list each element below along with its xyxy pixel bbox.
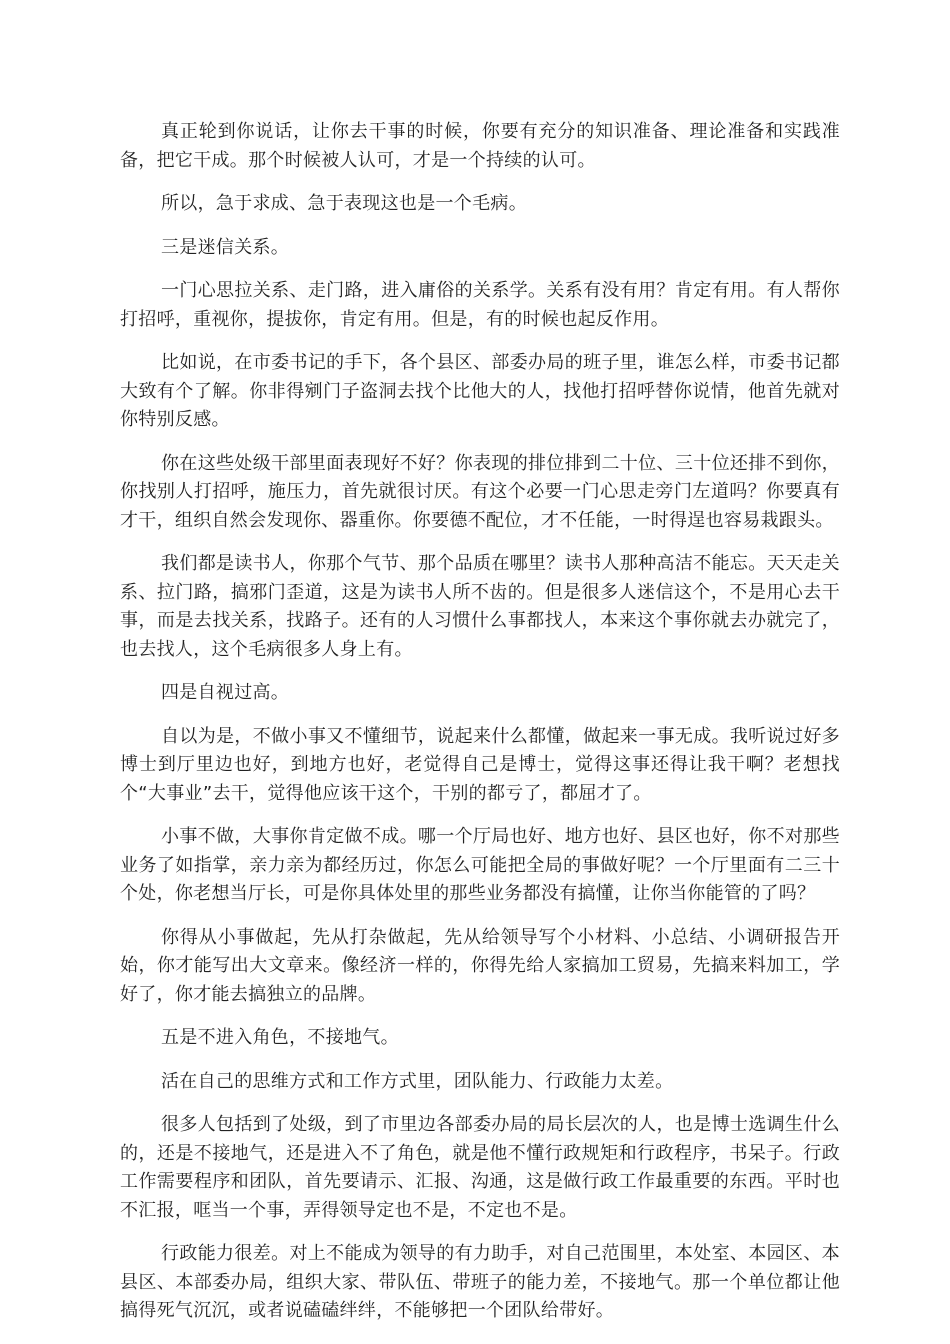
paragraph: 所以，急于求成、急于表现这也是一个毛病。 (161, 193, 527, 214)
paragraph: 比如说，在市委书记的手下，各个县区、部委办局的班子里，谁怎么样，市委书记都大致有个了解。你非得剜门子盗洞去找个比他大的人，找他打招呼替你说情，他首先就对你特别反感。 (120, 352, 840, 430)
paragraph: 很多人包括到了处级，到了市里边各部委办局的局长层次的人，也是博士选调生什么的，还是不接地气，还是进入不了角色，就是他不懂行政规矩和行政程序，书呆子。行政工作需要程序和团队，首先要请示、汇报、沟通，这是做行政工作最重要的东西。平时也不汇报，哐当一个事，弄得领导定也不是，不定也不是。 (120, 1114, 840, 1221)
paragraph: 行政能力很差。对上不能成为领导的有力助手，对自己范围里，本处室、本园区、本县区、本部委办局，组织大家、带队伍、带班子的能力差，不接地气。那一个单位都让他搞得死气沉沉，或者说磕磕绊绊，不能够把一个团队给带好。 (120, 1243, 840, 1321)
paragraph: 自以为是，不做小事又不懂细节，说起来什么都懂，做起来一事无成。我听说过好多博士到厅里边也好，到地方也好，老觉得自己是博士，觉得这事还得让我干啊？老想找个“大事业”去干，觉得他应该干这个，干别的都亏了，都屈才了。 (120, 725, 840, 804)
paragraph: 你在这些处级干部里面表现好不好？你表现的排位排到二十位、三十位还排不到你，你找别人打招呼，施压力，首先就很讨厌。有这个必要一门心思走旁门左道吗？你要真有才干，组织自然会发现你、器重你。你要德不配位，才不任能，一时得逞也容易栽跟头。 (120, 452, 840, 531)
paragraph: 活在自己的思维方式和工作方式里，团队能力、行政能力太差。 (161, 1070, 674, 1092)
section-heading: 五是不进入角色，不接地气。 (161, 1027, 399, 1048)
section-heading: 三是迷信关系。 (161, 236, 290, 258)
paragraph: 一门心思拉关系、走门路，进入庸俗的关系学。关系有没有用？肯定有用。有人帮你打招呼，重视你，提拔你，肯定有用。但是，有的时候也起反作用。 (120, 280, 840, 330)
paragraph: 真正轮到你说话，让你去干事的时候，你要有充分的知识准备、理论准备和实践准备，把它干成。那个时候被人认可，才是一个持续的认可。 (120, 121, 840, 171)
section-heading: 四是自视过高。 (161, 682, 290, 703)
paragraph: 你得从小事做起，先从打杂做起，先从给领导写个小材料、小总结、小调研报告开始，你才能写出大文章来。像经济一样的，你得先给人家搞加工贸易，先搞来料加工，学好了，你才能去搞独立的品牌。 (120, 926, 840, 1005)
paragraph: 我们都是读书人，你那个气节、那个品质在哪里？读书人那种高洁不能忘。天天走关系、拉门路，搞邪门歪道，这是为读书人所不齿的。但是很多人迷信这个，不是用心去干事，而是去找关系，找路子。还有的人习惯什么事都找人，本来这个事你就去办就完了，也去找人，这个毛病很多人身上有。 (120, 553, 840, 660)
document-page (120, 118, 840, 1341)
paragraph: 小事不做，大事你肯定做不成。哪一个厅局也好、地方也好、县区也好，你不对那些业务了如指掌，亲力亲为都经历过，你怎么可能把全局的事做好呢？一个厅里面有二三十个处，你老想当厅长，可是你具体处里的那些业务都没有搞懂，让你当你能管的了吗？ (120, 826, 840, 904)
